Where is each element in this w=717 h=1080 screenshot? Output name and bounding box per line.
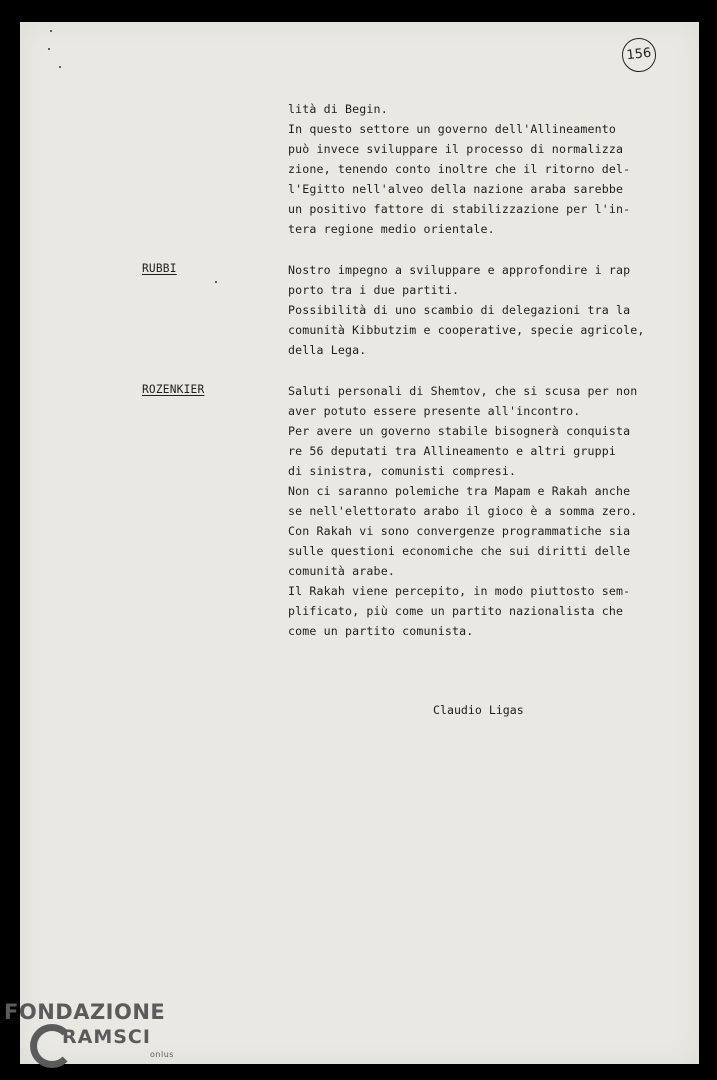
punch-mark [59,66,61,68]
speaker-statement [288,260,645,360]
text-line: comunità arabe. [288,564,395,578]
fondazione-gramsci-logo [4,1000,184,1080]
text-line: Non ci saranno polemiche tra Mapam e Rakah anche [288,484,631,498]
text-line: può invece sviluppare il processo di normalizza [288,142,624,156]
punch-mark [50,30,52,32]
text-line: tera regione medio orientale. [288,222,495,236]
text-line: aver potuto essere presente all'incontro. [288,404,581,418]
speaker-name: ROZENKIER [142,383,205,396]
text-line: plificato, più come un partito nazionalista che [288,604,624,618]
text-line: lità di Begin. [288,102,388,116]
speaker-statement [288,381,638,641]
intro-paragraph [288,99,631,239]
text-line: un positivo fattore di stabilizzazione per l'in- [288,202,631,216]
text-line: sulle questioni economiche che sui diritti delle [288,544,631,558]
text-line: zione, tenendo conto inoltre che il ritorno del- [288,162,631,176]
text-line: re 56 deputati tra Allineamento e altri gruppi [288,444,616,458]
handwritten-page-number: 156 [620,36,657,73]
text-line: Il Rakah viene percepito, in modo piuttosto sem- [288,584,631,598]
pen-mark [215,281,217,283]
text-line: Possibilità di uno scambio di delegazioni tra la [288,303,631,317]
text-line: Saluti personali di Shemtov, che si scusa per non [288,384,638,398]
text-line: della Lega. [288,343,367,357]
text-line: Per avere un governo stabile bisognerà conquista [288,424,631,438]
text-line: Con Rakah vi sono convergenze programmatiche sia [288,524,631,538]
text-line: come un partito comunista. [288,624,474,638]
text-line: di sinistra, comunisti compresi. [288,464,517,478]
logo-text-top: FONDAZIONE [4,1000,166,1024]
text-line: In questo settore un governo dell'Allineamento [288,122,616,136]
signature: Claudio Ligas [433,703,524,717]
text-line: porto tra i due partiti. [288,283,460,297]
logo-text-bottom: RAMSCI [62,1026,151,1048]
text-line: se nell'elettorato arabo il gioco è a somma zero. [288,504,638,518]
text-line: comunità Kibbutzim e cooperative, specie agricole, [288,323,645,337]
speaker-name: RUBBI [142,262,177,275]
logo-subtext: onlus [150,1050,174,1059]
punch-mark [48,48,50,50]
text-line: Nostro impegno a sviluppare e approfondire i rap [288,263,631,277]
text-line: l'Egitto nell'alveo della nazione araba sarebbe [288,182,624,196]
